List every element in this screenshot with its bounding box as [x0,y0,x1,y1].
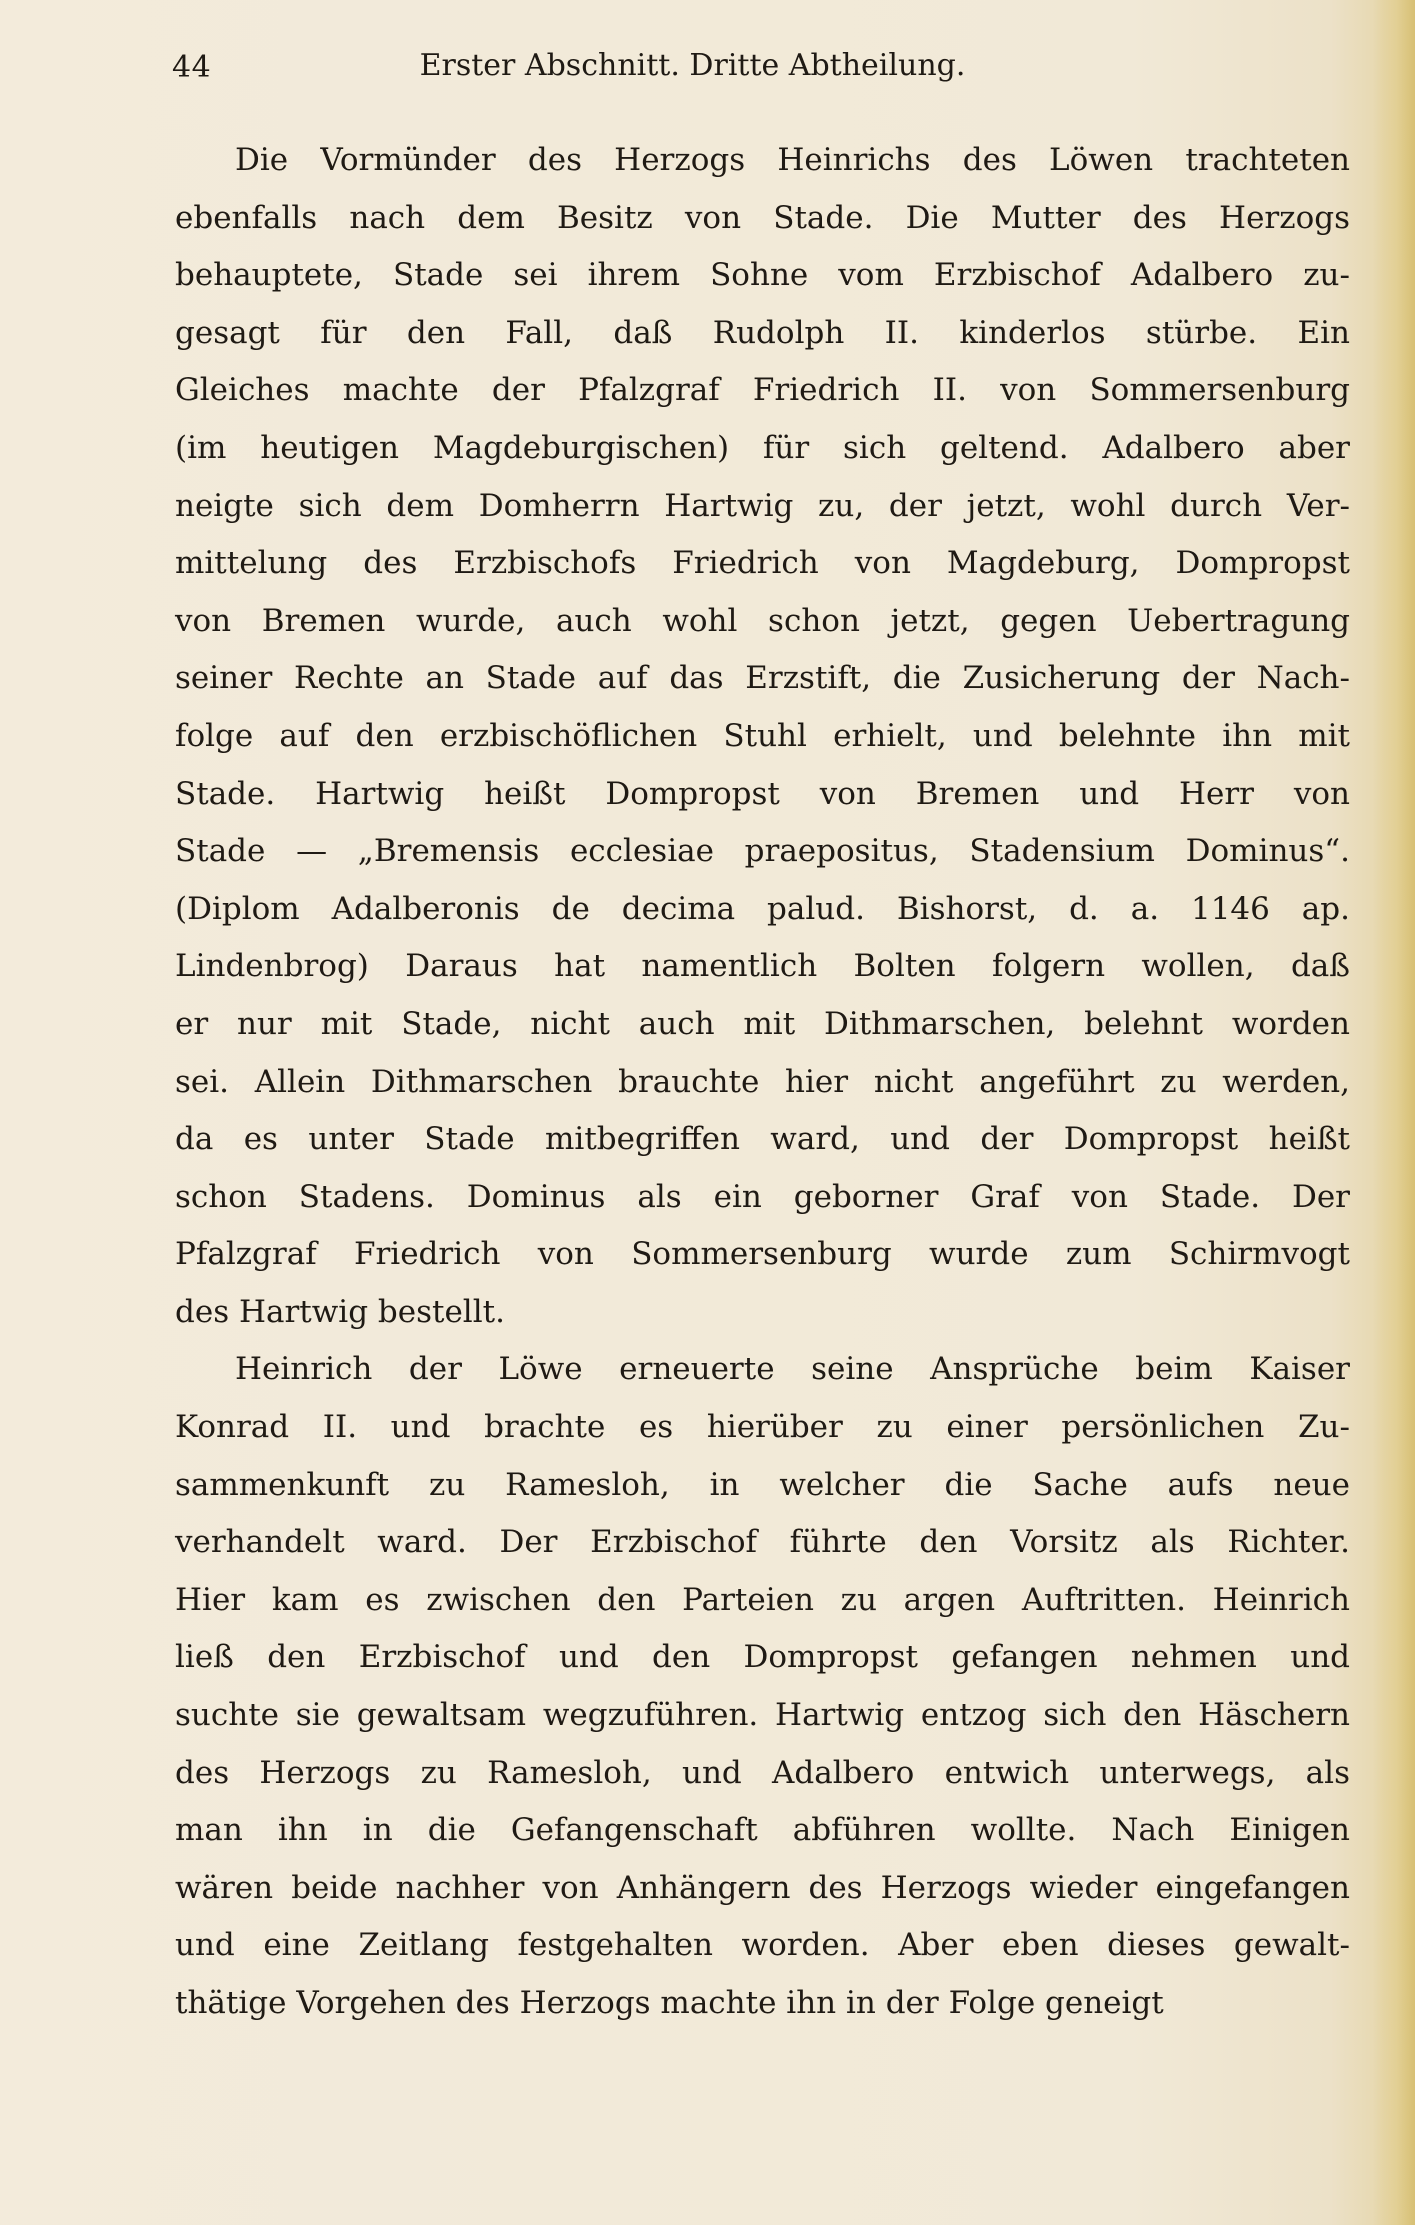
text-line: und eine Zeitlang festgehalten worden. Aber eben dieses gewalt- [175,1927,1350,1964]
text-line: folge auf den erzbischöflichen Stuhl erhielt, und belehnte ihn mit [175,717,1350,754]
paragraph-1 [175,132,1350,1341]
text-line: (im heutigen Magdeburgischen) für sich geltend. Adalbero aber [175,429,1350,466]
page-body [175,132,1350,2033]
text-line: Pfalzgraf Friedrich von Sommersenburg wurde zum Schirmvogt [175,1236,1350,1273]
text-line: man ihn in die Gefangenschaft abführen wollte. Nach Einigen [175,1812,1350,1849]
text-line: des Herzogs zu Ramesloh, und Adalbero entwich unterwegs, als [175,1754,1350,1791]
text-line: behauptete, Stade sei ihrem Sohne vom Erzbischof Adalbero zu- [175,257,1350,294]
text-line: neigte sich dem Domherrn Hartwig zu, der jetzt, wohl durch Ver- [175,487,1350,524]
text-line: er nur mit Stade, nicht auch mit Dithmarschen, belehnt worden [175,1005,1350,1042]
page-edge-shadow [1373,0,1415,2225]
text-line: (Diplom Adalberonis de decima palud. Bishorst, d. a. 1146 ap. [175,890,1350,927]
running-head: Erster Abschnitt. Dritte Abtheilung. [419,48,966,83]
page-number: 44 [172,50,212,85]
text-line: sei. Allein Dithmarschen brauchte hier nicht angeführt zu werden, [175,1063,1350,1100]
text-line: sammenkunft zu Ramesloh, in welcher die Sache aufs neue [175,1466,1350,1503]
text-line: von Bremen wurde, auch wohl schon jetzt, gegen Uebertragung [175,602,1350,639]
text-line: mittelung des Erzbischofs Friedrich von Magdeburg, Dompropst [175,545,1350,582]
text-line: da es unter Stade mitbegriffen ward, und der Dompropst heißt [175,1121,1350,1158]
text-line: Hier kam es zwischen den Parteien zu argen Auftritten. Heinrich [175,1581,1350,1618]
text-line: des Hartwig bestellt. [175,1293,505,1330]
paragraph-2 [175,1341,1350,2032]
text-line: Stade. Hartwig heißt Dompropst von Bremen und Herr von [175,775,1350,812]
text-line: Heinrich der Löwe erneuerte seine Ansprüche beim Kaiser [235,1351,1350,1388]
text-line: Die Vormünder des Herzogs Heinrichs des Löwen trachteten [235,142,1350,178]
text-line: schon Stadens. Dominus als ein geborner Graf von Stade. Der [175,1178,1350,1215]
text-line: thätige Vorgehen des Herzogs machte ihn in der Folge geneigt [175,1985,1164,2021]
text-line: ließ den Erzbischof und den Dompropst gefangen nehmen und [175,1639,1350,1676]
text-line: Lindenbrog) Daraus hat namentlich Bolten folgern wollen, daß [175,948,1350,985]
text-line: Konrad II. und brachte es hierüber zu einer persönlichen Zu- [175,1409,1350,1446]
text-line: verhandelt ward. Der Erzbischof führte den Vorsitz als Richter. [175,1524,1350,1561]
page-header [0,40,1415,100]
text-line: wären beide nachher von Anhängern des Herzogs wieder eingefangen [175,1869,1350,1906]
text-line: ebenfalls nach dem Besitz von Stade. Die Mutter des Herzogs [175,199,1350,236]
text-line: Stade — „Bremensis ecclesiae praepositus, Stadensium Dominus“. [175,833,1350,870]
text-line: suchte sie gewaltsam wegzuführen. Hartwig entzog sich den Häschern [175,1697,1350,1734]
text-line: seiner Rechte an Stade auf das Erzstift, die Zusicherung der Nach- [175,660,1350,697]
text-line: Gleiches machte der Pfalzgraf Friedrich II. von Sommersenburg [175,372,1350,409]
text-line: gesagt für den Fall, daß Rudolph II. kinderlos stürbe. Ein [175,314,1350,351]
